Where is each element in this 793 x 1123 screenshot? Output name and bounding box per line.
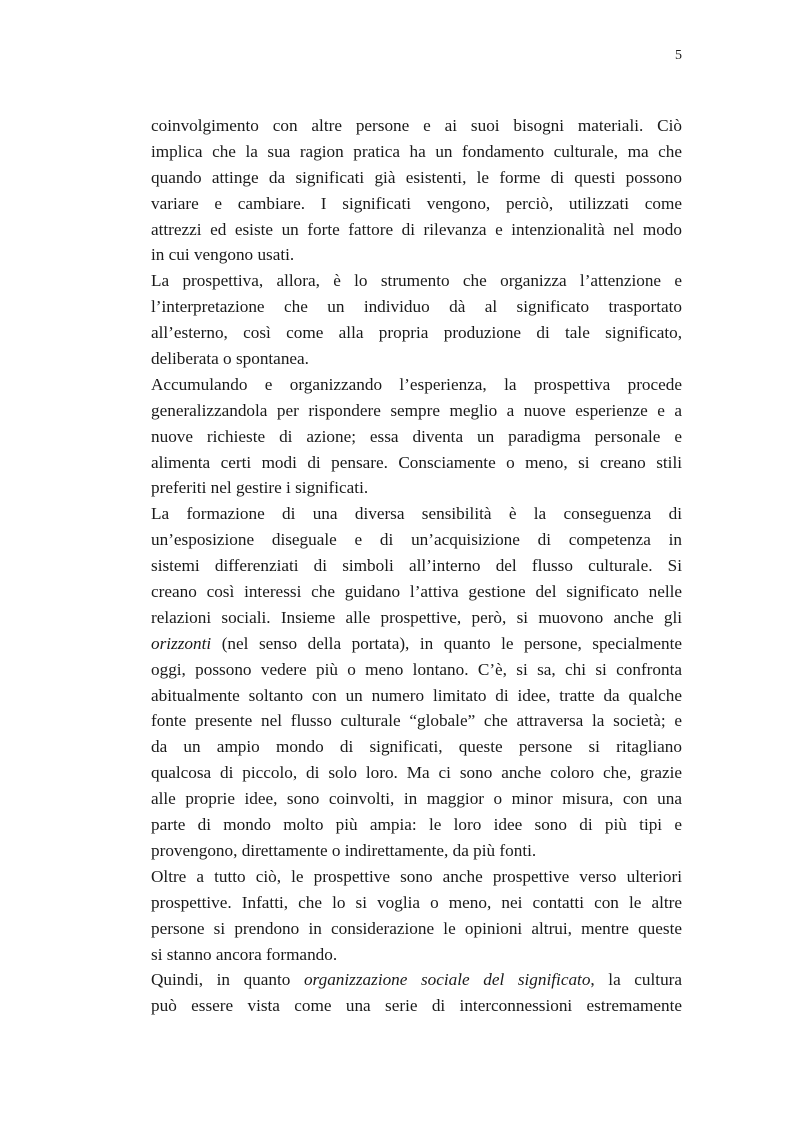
text-segment: (nel senso della portata), in quanto le persone, specialmente bbox=[211, 633, 682, 653]
text-line bbox=[151, 320, 682, 346]
paragraph bbox=[151, 372, 682, 501]
body-text bbox=[151, 113, 682, 1019]
italic-text: organizzazione sociale del significato bbox=[303, 970, 591, 990]
text-segment: nuove richieste di azione; essa diventa un paradigma personale e bbox=[151, 426, 682, 446]
page-number: 5 bbox=[675, 48, 682, 63]
text-segment: sistemi differenziati di simboli all’interno del flusso culturale. Si bbox=[151, 556, 682, 576]
text-line bbox=[151, 475, 682, 501]
text-line bbox=[151, 708, 682, 734]
text-line bbox=[151, 165, 682, 191]
text-segment: oggi, possono vedere più o meno lontano. C’è, si sa, chi si confronta bbox=[151, 659, 682, 679]
text-line bbox=[151, 786, 682, 812]
text-line bbox=[151, 657, 682, 683]
text-segment: provengono, direttamente o indirettamente, da più fonti. bbox=[151, 840, 537, 860]
text-line bbox=[151, 139, 682, 165]
text-line bbox=[151, 501, 682, 527]
text-segment: creano così interessi che guidano l’attiva gestione del significato nelle bbox=[151, 582, 682, 602]
text-segment: Oltre a tutto ciò, le prospettive sono anche prospettive verso ulteriori bbox=[151, 866, 682, 886]
text-line bbox=[151, 683, 682, 709]
text-segment: fonte presente nel flusso culturale “globale” che attraversa la società; e bbox=[151, 711, 682, 731]
text-segment: deliberata o spontanea. bbox=[151, 349, 309, 369]
text-segment: persone si prendono in considerazione le opinioni altrui, mentre queste bbox=[151, 918, 682, 938]
text-segment: coinvolgimento con altre persone e ai suoi bisogni materiali. Ciò bbox=[151, 116, 682, 135]
text-line bbox=[151, 916, 682, 942]
text-segment: , la cultura bbox=[590, 970, 683, 990]
text-line bbox=[151, 527, 682, 553]
text-segment: all’esterno, così come alla propria produzione di tale significato, bbox=[151, 323, 682, 343]
text-segment: implica che la sua ragion pratica ha un fondamento culturale, ma che bbox=[151, 141, 682, 161]
paragraph bbox=[151, 501, 682, 863]
text-line bbox=[151, 967, 682, 993]
text-line bbox=[151, 242, 682, 268]
text-segment: parte di mondo molto più ampia: le loro idee sono di più tipi e bbox=[151, 815, 682, 835]
text-segment: si stanno ancora formando. bbox=[151, 944, 338, 964]
text-line bbox=[151, 113, 682, 139]
text-segment: può essere vista come una serie di interconnessioni estremamente bbox=[151, 996, 682, 1016]
text-segment: prospettive. Infatti, che lo si voglia o meno, nei contatti con le altre bbox=[151, 892, 682, 912]
text-segment: qualcosa di piccolo, di solo loro. Ma ci sono anche coloro che, grazie bbox=[151, 763, 682, 783]
text-segment: alimenta certi modi di pensare. Consciamente o meno, si creano stili bbox=[151, 452, 682, 472]
text-line bbox=[151, 346, 682, 372]
text-line bbox=[151, 372, 682, 398]
text-line bbox=[151, 812, 682, 838]
paragraph bbox=[151, 864, 682, 968]
italic-text: orizzonti bbox=[151, 633, 212, 653]
text-line bbox=[151, 579, 682, 605]
text-line bbox=[151, 993, 682, 1019]
text-segment: La prospettiva, allora, è lo strumento che organizza l’attenzione e bbox=[151, 271, 682, 291]
text-segment: attrezzi ed esiste un forte fattore di rilevanza e intenzionalità nel modo bbox=[151, 219, 682, 239]
text-line bbox=[151, 864, 682, 890]
text-segment: l’interpretazione che un individuo dà al significato trasportato bbox=[151, 297, 682, 317]
text-segment: La formazione di una diversa sensibilità è la conseguenza di bbox=[151, 504, 682, 524]
text-line bbox=[151, 838, 682, 864]
text-line bbox=[151, 217, 682, 243]
text-segment: quando attinge da significati già esistenti, le forme di questi possono bbox=[151, 167, 682, 187]
text-segment: preferiti nel gestire i significati. bbox=[151, 478, 369, 498]
text-segment: da un ampio mondo di significati, queste persone si ritagliano bbox=[151, 737, 682, 757]
text-line bbox=[151, 605, 682, 631]
text-line bbox=[151, 760, 682, 786]
text-segment: Quindi, in quanto bbox=[151, 970, 304, 990]
text-segment: abitualmente soltanto con un numero limitato di idee, tratte da qualche bbox=[151, 685, 682, 705]
text-segment: alle proprie idee, sono coinvolti, in maggior o minor misura, con una bbox=[151, 789, 682, 809]
text-segment: Accumulando e organizzando l’esperienza, la prospettiva procede bbox=[151, 374, 682, 394]
text-segment: in cui vengono usati. bbox=[151, 245, 295, 265]
text-line bbox=[151, 553, 682, 579]
text-line bbox=[151, 890, 682, 916]
paragraph bbox=[151, 113, 682, 268]
text-line bbox=[151, 942, 682, 968]
text-segment: variare e cambiare. I significati vengono, perciò, utilizzati come bbox=[151, 193, 682, 213]
text-line bbox=[151, 294, 682, 320]
paragraph bbox=[151, 967, 682, 1019]
text-line bbox=[151, 631, 682, 657]
text-line bbox=[151, 268, 682, 294]
paragraph bbox=[151, 268, 682, 372]
text-line bbox=[151, 734, 682, 760]
text-segment: un’esposizione diseguale e di un’acquisizione di competenza in bbox=[151, 530, 682, 550]
text-line bbox=[151, 191, 682, 217]
text-line bbox=[151, 450, 682, 476]
text-segment: generalizzandola per rispondere sempre meglio a nuove esperienze e a bbox=[151, 400, 682, 420]
text-line bbox=[151, 424, 682, 450]
text-segment: relazioni sociali. Insieme alle prospettive, però, si muovono anche gli bbox=[151, 607, 682, 627]
text-line bbox=[151, 398, 682, 424]
